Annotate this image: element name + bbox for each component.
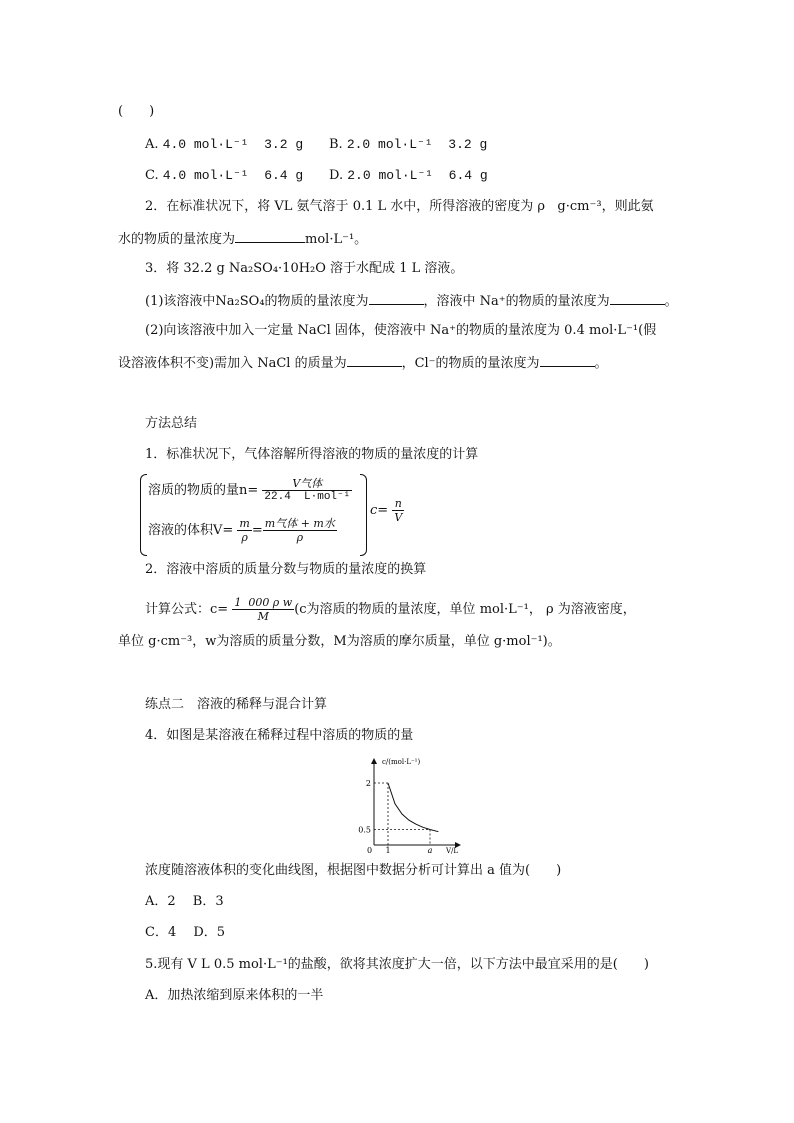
y-tick-label: 0.5	[358, 825, 371, 835]
q3-part1-end: 。	[664, 294, 678, 309]
q1-option-c[interactable]	[145, 168, 303, 184]
fraction-numerator: m气体 + m水	[264, 517, 335, 530]
option-label: C.	[145, 168, 159, 183]
formula-concentration	[370, 494, 404, 528]
q3-part2-end: 。	[594, 356, 608, 371]
method-item1: 1．标准状况下，气体溶解所得溶液的物质的量浓度的计算	[145, 447, 479, 462]
fraction-numerator: V气体	[262, 477, 352, 491]
formula-volume	[148, 514, 337, 548]
option-label: A.	[145, 137, 159, 152]
fraction-denominator: V	[394, 511, 403, 524]
formula-moles	[148, 476, 352, 506]
y-tick-label: 2	[365, 779, 371, 788]
q2-text-line1: 2．在标准状况下，将 VL 氨气溶于 0.1 L 水中，所得溶液的密度为 ρ g·cm⁻³，则此氨	[145, 199, 654, 214]
q2-unit: mol·L⁻¹。	[305, 232, 368, 247]
answer-blank[interactable]	[369, 292, 424, 305]
q5-option-a[interactable]: A．加热浓缩到原来体积的一半	[145, 988, 324, 1003]
formula-volume-frac1	[237, 517, 251, 544]
fraction-denominator: ρ	[296, 531, 304, 544]
right-brace	[360, 474, 367, 556]
concentration-volume-chart	[354, 755, 464, 855]
x-axis-label: V/L	[446, 847, 459, 855]
q4-text-line2: 浓度随溶液体积的变化曲线图，根据图中数据分析可计算出 a 值为( )	[145, 863, 562, 878]
fraction-denominator: M	[257, 610, 269, 623]
q3-part2-line2	[118, 354, 608, 372]
formula-volume-frac2	[263, 517, 337, 544]
q1-option-b[interactable]	[329, 137, 487, 153]
q1-answer-paren: ( )	[118, 104, 155, 119]
q4-text-line1: 4．如图是某溶液在稀释过程中溶质的物质的量	[145, 728, 414, 743]
method-title: 方法总结	[145, 416, 198, 431]
fraction-denominator: 22.4 L·mol⁻¹	[264, 491, 351, 503]
q3-part1-mid: ，溶液中 Na⁺的物质的量浓度为	[423, 294, 610, 309]
equals-sign: =	[251, 523, 263, 538]
x-tick-label: 1	[385, 846, 391, 855]
option-label: B.	[329, 137, 343, 152]
method-item2: 2．溶液中溶质的质量分数与物质的量浓度的换算	[145, 562, 427, 577]
q4-options-ab[interactable]: A．2 B．3	[145, 894, 224, 909]
option-label: D.	[329, 168, 344, 183]
q1-option-a[interactable]	[145, 137, 303, 153]
q3-part2-prefix: 设溶液体积不变)需加入 NaCl 的质量为	[118, 356, 347, 371]
option-value: 4.0 mol·L⁻¹ 3.2 g	[162, 137, 304, 152]
q3-part2-line1: (2)向该溶液中加入一定量 NaCl 固体，使溶液中 Na⁺的物质的量浓度为 0.4 mol·L⁻¹(假	[145, 323, 657, 338]
formula-moles-label: 溶质的物质的量n=	[148, 483, 259, 498]
q3-part1-prefix: (1)该溶液中Na₂SO₄的物质的量浓度为	[145, 294, 369, 309]
answer-blank[interactable]	[610, 292, 665, 305]
formula-c-label: c=	[370, 503, 389, 518]
fraction-numerator: 1 000 ρ w	[234, 596, 293, 609]
formula-block	[140, 470, 420, 558]
formula-volume-label: 溶液的体积V=	[148, 523, 234, 538]
calc-explanation: (c为溶质的物质的量浓度，单位 mol·L⁻¹， ρ 为溶液密度，	[294, 602, 636, 617]
q5-text-line1: 5.现有 V L 0.5 mol·L⁻¹的盐酸，欲将其浓度扩大一倍，以下方法中最宜采用的是( )	[145, 957, 649, 972]
q1-option-d[interactable]	[329, 168, 488, 184]
answer-blank[interactable]	[347, 354, 402, 367]
origin-label: 0	[367, 846, 373, 855]
calc-fraction	[232, 596, 294, 623]
q3-part1	[145, 292, 678, 310]
q3-part2-mid: ，Cl⁻的物质的量浓度为	[401, 356, 540, 371]
calc-line2: 单位 g·cm⁻³，w为溶质的质量分数，M为溶质的摩尔质量，单位 g·mol⁻¹)。	[118, 634, 561, 649]
q2-text-line2	[118, 230, 367, 248]
q3-text-line1: 3．将 32.2 g Na₂SO₄·10H₂O 溶于水配成 1 L 溶液。	[145, 261, 464, 276]
x-tick-label: a	[427, 846, 433, 855]
q2-prefix: 水的物质的量浓度为	[118, 232, 236, 247]
answer-blank[interactable]	[540, 354, 595, 367]
left-brace	[140, 474, 147, 556]
section2-title: 练点二 溶液的稀释与混合计算	[145, 697, 328, 712]
formula-moles-fraction	[262, 477, 352, 504]
calc-formula	[145, 594, 636, 626]
fraction-numerator: n	[392, 497, 404, 511]
concentration-curve	[388, 783, 438, 832]
y-axis-label: c/(mol·L⁻¹)	[382, 758, 421, 766]
fraction-numerator: m	[239, 517, 250, 530]
fraction-denominator: ρ	[241, 531, 248, 544]
q4-options-cd[interactable]: C．4 D．5	[145, 925, 226, 940]
option-value: 2.0 mol·L⁻¹ 3.2 g	[346, 137, 488, 152]
calc-label: 计算公式：c=	[145, 602, 229, 617]
answer-blank[interactable]	[235, 230, 305, 243]
option-value: 2.0 mol·L⁻¹ 6.4 g	[347, 168, 488, 183]
formula-c-fraction	[392, 497, 404, 524]
option-value: 4.0 mol·L⁻¹ 6.4 g	[162, 168, 304, 183]
